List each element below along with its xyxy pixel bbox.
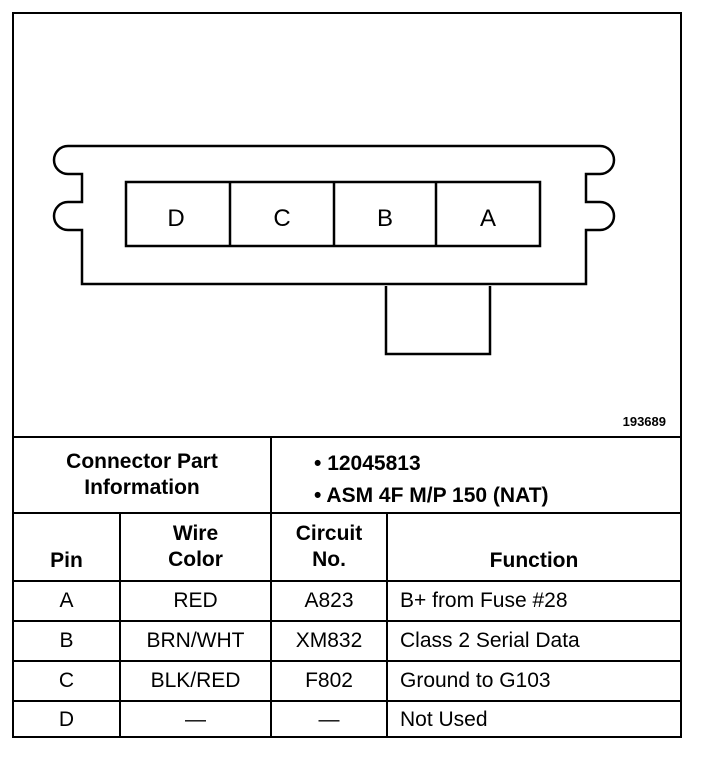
row-c-wire-color: BLK/RED — [150, 669, 241, 692]
row-d-wire-color: — — [185, 708, 206, 731]
header-circuit-line-1: Circuit — [295, 522, 363, 545]
pin-label-d: D — [167, 205, 185, 232]
header-circuit-no — [272, 514, 386, 580]
row-d-pin: D — [58, 708, 75, 731]
row-b-function: Class 2 Serial Data — [400, 629, 580, 652]
pin-label-a: A — [479, 205, 497, 232]
header-wire-line-1: Wire — [172, 522, 219, 545]
header-function: Function — [489, 549, 579, 572]
row-a-wire-color: RED — [173, 589, 218, 612]
row-c-circuit: F802 — [305, 669, 353, 692]
connector-latch — [386, 286, 490, 354]
connector-face-drawing — [14, 14, 680, 438]
connector-part-info-label — [14, 438, 270, 512]
row-c-pin: C — [58, 669, 75, 692]
row-a-function: B+ from Fuse #28 — [400, 589, 568, 612]
connector-info-sheet — [12, 12, 682, 738]
row-b-circuit: XM832 — [295, 629, 363, 652]
info-item: • ASM 4F M/P 150 (NAT) — [314, 484, 549, 507]
row-c-function: Ground to G103 — [400, 669, 551, 692]
header-wire-line-2: Color — [168, 548, 223, 571]
assembly-name: ASM 4F M/P 150 (NAT) — [326, 484, 549, 507]
row-a-pin: A — [59, 589, 74, 612]
info-label-line-2: Information — [84, 476, 200, 499]
header-wire-color — [121, 514, 270, 580]
row-d-circuit: — — [318, 708, 340, 731]
figure-number: 193689 — [622, 414, 666, 429]
part-number: 12045813 — [327, 452, 421, 475]
connector-part-info-list — [314, 448, 549, 512]
row-d-function: Not Used — [400, 708, 488, 731]
connector-diagram — [14, 14, 680, 438]
pin-label-c: C — [273, 205, 291, 232]
pin-label-b: B — [376, 205, 394, 232]
row-b-pin: B — [59, 629, 74, 652]
row-a-circuit: A823 — [304, 589, 354, 612]
header-pin: Pin — [50, 549, 83, 572]
info-item: • 12045813 — [314, 452, 421, 475]
row-b-wire-color: BRN/WHT — [146, 629, 245, 652]
header-circuit-line-2: No. — [312, 548, 346, 571]
info-label-line-1: Connector Part — [66, 450, 218, 473]
